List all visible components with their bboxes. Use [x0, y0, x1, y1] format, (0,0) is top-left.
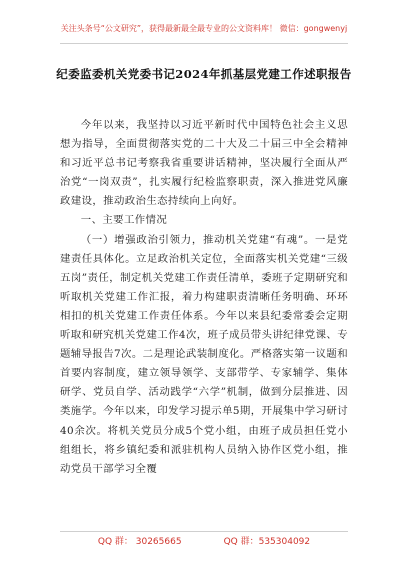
paragraph-intro: 今年以来，我坚持以习近平新时代中国特色社会主义思想为指导，全面贯彻落实党的二十大及二十届三中全会精神和习近平总书记考察我省重要讲话精神，坚决履行全面从严治党“一岗双责”，扎实履行纪检监察职责，深入推进党风廉政建设，推动政治生态持续向上向好。 — [60, 119, 348, 208]
footer-qq-group-2: QQ 群：535304092 — [223, 537, 311, 547]
document-body — [60, 116, 348, 479]
header-divider — [60, 43, 348, 44]
header-banner: 关注头条号“公文研究”，获得最新最全最专业的公文资料库！ 微信：gongwenyj — [60, 24, 348, 33]
section-heading: 一、主要工作情况 — [80, 214, 168, 227]
document-title: 纪委监委机关党委书记2024年抓基层党建工作述职报告 — [56, 67, 352, 81]
footer-divider — [60, 531, 348, 532]
footer-qq-group-1: QQ 群： 30265665 — [97, 537, 182, 547]
footer — [0, 536, 408, 548]
paragraph-body: （一）增强政治引领力，推动机关党建“有魂”。一是党建责任具体化。立足政治机关定位，全面落实机关党建“三级五岗”责任，制定机关党建工作责任清单，委班子定期研究和听取机关党建工作汇报，着力构建职责清晰任务明确、环环相扣的机关党建工作责任体系。今年以来县纪委常委会定期听取和研究机关党建工作4次，班子成员带头讲纪律党课、专题辅导报告7次。二是理论武装制度化。严格落实第一议题和首要内容制度，建立领导领学、支部带学、专家辅学、集体研学、党员自学、活动践学“六学”机制，做到分层推进、因类施学。今年以来，印发学习提示单5期，开展集中学习研讨40余次。将机关党员分成5个党小组，由班子成员担任党小组组长，将乡镇纪委和派驻机构人员纳入协作区党小组，推动党员干部学习全覆 — [60, 233, 348, 475]
